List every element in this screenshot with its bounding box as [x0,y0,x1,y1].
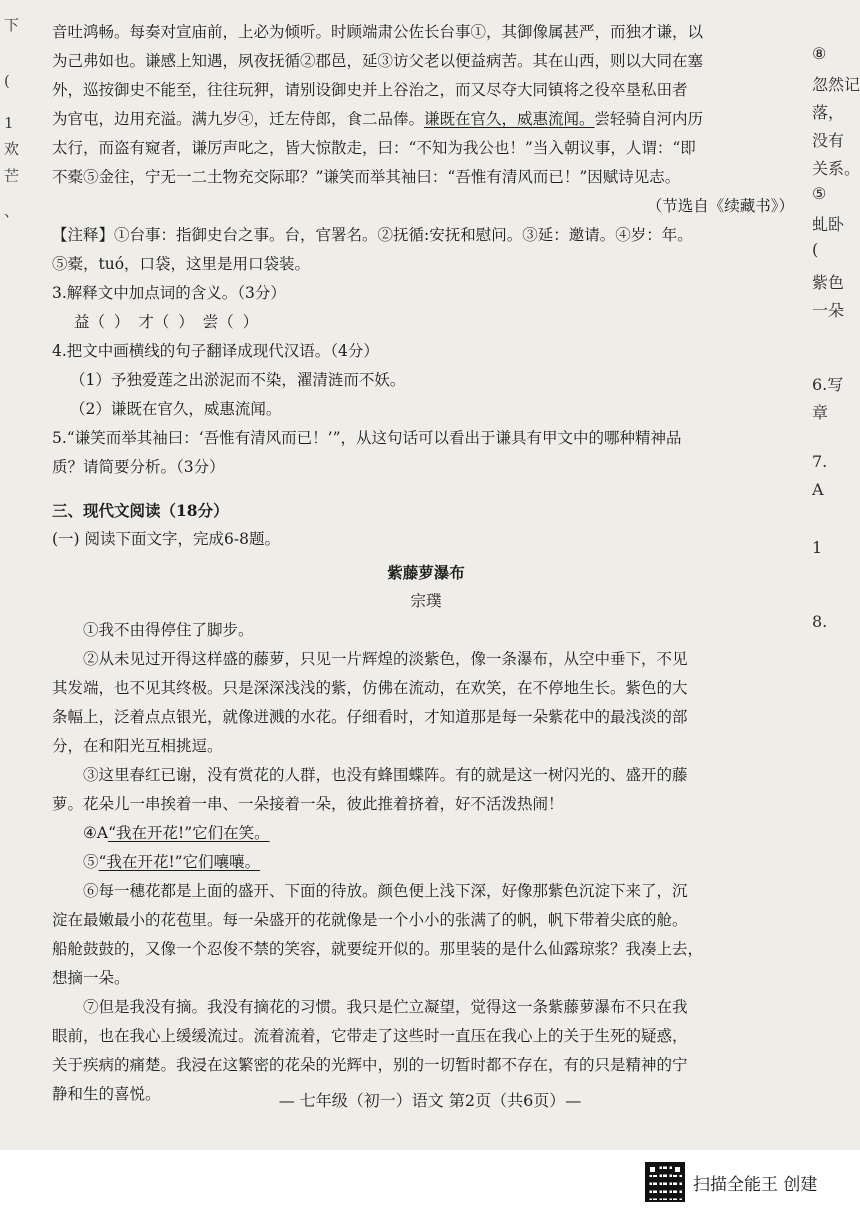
passage-line: 不橐⑤金往，宁无一二土物充交际耶？”谦笑而举其袖曰：“吾惟有清风而已！”因赋诗见志。 [52,168,681,186]
right-edge-text: 紫色 [812,273,845,292]
article-paragraph-line: 想摘一朵。 [52,969,130,987]
right-edge-text: A [812,480,824,499]
right-edge-text: 落， [812,103,845,122]
right-edge-text: 7. [812,452,828,471]
exam-content [52,18,800,1109]
question-3-blanks: 益（ ） 才（ ） 尝（ ） [74,313,259,331]
left-edge-char: 、 [4,202,20,220]
section-instruction: (一) 阅读下面文字，完成6-8题。 [52,530,280,548]
passage-line: 为己弗如也。谦感上知遇，夙夜抚循②郡邑，延③访父老以便益病苦。其在山西，则以大同在塞 [52,52,704,70]
article-paragraph-5 [52,848,800,877]
left-page-edge [0,0,48,1150]
annotation-line: ⑤橐，tuó，口袋，这里是用口袋装。 [52,255,311,273]
article-title: 紫藤萝瀑布 [387,563,465,582]
passage-line [52,105,800,134]
passage-line: 音吐鸿畅。每奏对宣庙前，上必为倾听。时顾端肃公佐长台事①，其御像属甚严，而独才谦，以 [52,23,704,41]
right-edge-text: ( [812,240,819,259]
right-page-edge [808,0,860,1150]
question-5: 5.“谦笑而举其袖曰：‘吾惟有清风而已！’”，从这句话可以看出于谦具有甲文中的哪种精神品 [52,429,682,447]
section-heading: 三、现代文阅读（18分） [52,501,229,520]
question-4: 4.把文中画横线的句子翻译成现代汉语。（4分） [52,342,379,360]
article-paragraph-4 [52,819,800,848]
right-edge-text: ⑤ [812,184,827,203]
left-edge-char: ( [4,72,10,90]
underlined-sentence: 谦既在官久，威惠流闻。 [424,110,595,128]
passage-line: 外，巡按御史不能至，往往玩狎，请别设御史并上谷治之，而又尽夺大同镇将之役卒垦私田者 [52,81,688,99]
right-edge-text: 关系。 [812,159,860,178]
passage-segment: 为官屯，边用充溢。满九岁④，迁左侍郎，食二品俸。 [52,110,425,128]
underlined-sentence: “我在开花!”它们嚷嚷。 [98,853,261,871]
question-3: 3.解释文中加点词的含义。（3分） [52,284,286,302]
article-paragraph-line: ⑥每一穗花都是上面的盛开、下面的待放。颜色便上浅下深，好像那紫色沉淀下来了，沉 [83,882,688,900]
article-paragraph-line: 萝。花朵儿一串挨着一串、一朵接着一朵，彼此推着挤着，好不活泼热闹！ [52,795,564,813]
article-paragraph-1: ①我不由得停住了脚步。 [83,621,254,639]
passage-source: （节选自《续藏书》） [646,197,794,215]
question-4-item-2: （2）谦既在官久，威惠流闻。 [70,400,282,418]
paragraph-marker: ⑤ [83,853,99,871]
scanner-watermark: 扫描全能王 创建 [693,1175,818,1195]
right-edge-text: 忽然记 [812,75,860,94]
left-edge-char: 欢 [4,140,20,158]
article-paragraph-line: 关于疾病的痛楚。我浸在这繁密的花朵的光辉中，别的一切暂时都不存在，有的只是精神的宁 [52,1056,688,1074]
left-edge-char: 下 [4,16,20,34]
right-edge-text: ⑧ [812,44,827,63]
passage-line: 太行，而盗有窥者，谦厉声叱之，皆大惊散走，曰：“不知为我公也！”当入朝议事，人谓：“即 [52,139,696,157]
annotation-line: 【注释】①台事：指御史台之事。台，官署名。②抚循:安抚和慰问。③延：邀请。④岁：年。 [52,226,693,244]
article-paragraph-line: 分，在和阳光互相挑逗。 [52,737,223,755]
question-4-item-1: （1）予独爱莲之出淤泥而不染，濯清涟而不妖。 [70,371,406,389]
underlined-sentence: “我在开花!”它们在笑。 [108,824,270,842]
article-author: 宗璞 [410,592,442,610]
right-edge-text: 没有 [812,131,845,150]
article-paragraph-line: 条幅上，泛着点点银光，就像迸溅的水花。仔细看时，才知道那是每一朵紫花中的最浅淡的部 [52,708,688,726]
right-edge-text: 虬卧 [812,215,845,234]
right-edge-text: 一朵 [812,301,845,320]
left-edge-char: 芒 [4,167,20,185]
left-edge-char: 1 [4,114,14,132]
page-footer: — 七年级（初一）语文 第2页（共6页）— [278,1091,582,1110]
article-paragraph-line: ③这里春红已谢，没有赏花的人群，也没有蜂围蝶阵。有的就是这一树闪光的、盛开的藤 [83,766,688,784]
article-paragraph-line: ⑦但是我没有摘。我没有摘花的习惯。我只是伫立凝望，觉得这一条紫藤萝瀑布不只在我 [83,998,688,1016]
article-paragraph-line: ②从未见过开得这样盛的藤萝，只见一片辉煌的淡紫色，像一条瀑布，从空中垂下，不见 [83,650,688,668]
article-paragraph-line: 淀在最嫩最小的花苞里。每一朵盛开的花就像是一个小小的张满了的帆，帆下带着尖底的舱。 [52,911,688,929]
paragraph-marker: ④A [83,824,109,842]
passage-segment: 尝轻骑自河内历 [594,110,704,128]
right-edge-text: 1 [812,538,823,557]
article-paragraph-line: 其发端，也不见其终极。只是深深浅浅的紫，仿佛在流动，在欢笑，在不停地生长。紫色的大 [52,679,688,697]
right-edge-text: 6.写 [812,375,844,394]
article-paragraph-line: 静和生的喜悦。 [52,1085,161,1103]
article-paragraph-line: 眼前，也在我心上缓缓流过。流着流着，它带走了这些时一直压在我心上的关于生死的疑惑， [52,1027,688,1045]
right-edge-text: 8. [812,612,828,631]
question-5-cont: 质？请简要分析。（3分） [52,458,225,476]
article-paragraph-line: 船舱鼓鼓的，又像一个忍俊不禁的笑容，就要绽开似的。那里装的是什么仙露琼浆？我凑上去， [52,940,704,958]
qr-code-icon [645,1162,685,1202]
right-edge-text: 章 [812,403,829,422]
